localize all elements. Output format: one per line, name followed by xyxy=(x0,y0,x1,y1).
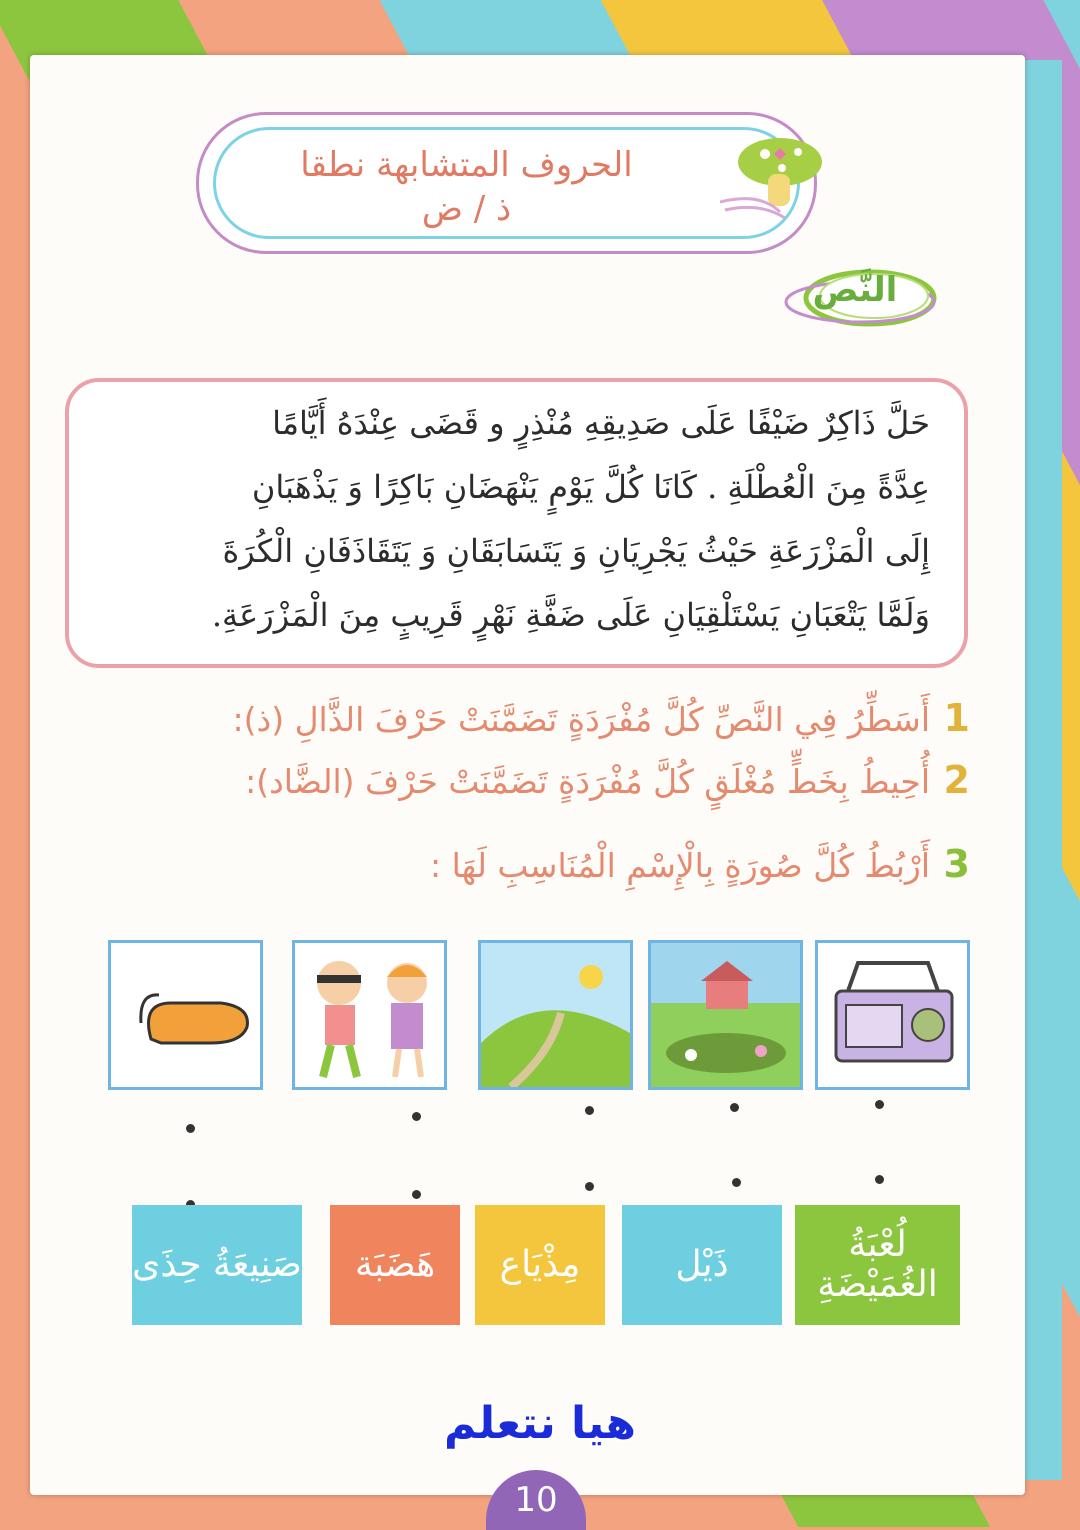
passage-line: وَلَمَّا يَتْعَبَانِ يَسْتَلْقِيَانِ عَلَى ضَفَّةِ نَهْرٍ قَرِيبٍ مِنَ الْمَزْرَعَةِ. xyxy=(211,596,930,634)
question-text: أَرْبُطُ كُلَّ صُورَةٍ بِالْإِسْمِ الْمُنَاسِبِ لَهَا : xyxy=(429,846,930,885)
question-number: 3 xyxy=(943,842,970,886)
match-dot[interactable] xyxy=(730,1103,739,1112)
question-text: أَسَطِّرُ فِي النَّصِّ كُلَّ مُفْرَدَةٍ تَضَمَّنَتْ حَرْفَ الذَّالِ (ذ): xyxy=(232,700,930,739)
page-number: 10 xyxy=(486,1470,586,1530)
mushroom-icon xyxy=(720,132,830,222)
match-dot[interactable] xyxy=(875,1175,884,1184)
hill-image[interactable] xyxy=(478,940,633,1090)
passage-box xyxy=(65,378,968,668)
match-dot[interactable] xyxy=(585,1106,594,1115)
passage-line: حَلَّ ذَاكِرٌ ضَيْفًا عَلَى صَدِيقِهِ مُنْذِرٍ و قَضَى عِنْدَهُ أَيَّامًا xyxy=(272,404,930,442)
passage-line: عِدَّةً مِنَ الْعُطْلَةِ . كَانَا كُلَّ يَوْمٍ يَنْهَضَانِ بَاكِرًا وَ يَذْهَبَانِ xyxy=(251,468,930,506)
question-number: 1 xyxy=(943,696,970,740)
letters-subtitle: ذ / ض xyxy=(421,189,512,229)
section-badge-label: النَّص xyxy=(812,270,898,310)
farm-image[interactable] xyxy=(648,940,803,1090)
passage-line: إِلَى الْمَزْرَعَةِ حَيْثُ يَجْرِيَانِ وَ يَتَسَابَقَانِ وَ يَتَقَاذَفَانِ الْكُرَةَ xyxy=(222,532,930,570)
match-dot[interactable] xyxy=(186,1124,195,1133)
match-dot[interactable] xyxy=(412,1190,421,1199)
match-dot[interactable] xyxy=(585,1182,594,1191)
word-label[interactable]: صَنِيعَةُ حِذَى xyxy=(132,1205,302,1325)
radio-image[interactable] xyxy=(815,940,970,1090)
match-dot[interactable] xyxy=(412,1112,421,1121)
page-title: الحروف المتشابهة نطقا xyxy=(300,145,633,185)
question-number: 2 xyxy=(943,758,970,802)
shoe-image[interactable] xyxy=(108,940,263,1090)
word-label[interactable]: ذَيْل xyxy=(622,1205,782,1325)
word-label[interactable]: هَضَبَة xyxy=(330,1205,460,1325)
match-dot[interactable] xyxy=(875,1100,884,1109)
book-spine xyxy=(1022,60,1062,1480)
footer-caption: هيا نتعلم xyxy=(443,1398,637,1449)
match-dot[interactable] xyxy=(732,1178,741,1187)
blindfold-game-image[interactable] xyxy=(292,940,447,1090)
word-label[interactable]: مِذْيَاع xyxy=(475,1205,605,1325)
question-text: أُحِيطُ بِخَطٍّ مُغْلَقٍ كُلَّ مُفْرَدَةٍ تَضَمَّنَتْ حَرْفَ (الضَّاد): xyxy=(245,762,930,801)
word-label[interactable]: لُعْبَةُ الغُمَيْضَةِ xyxy=(795,1205,960,1325)
